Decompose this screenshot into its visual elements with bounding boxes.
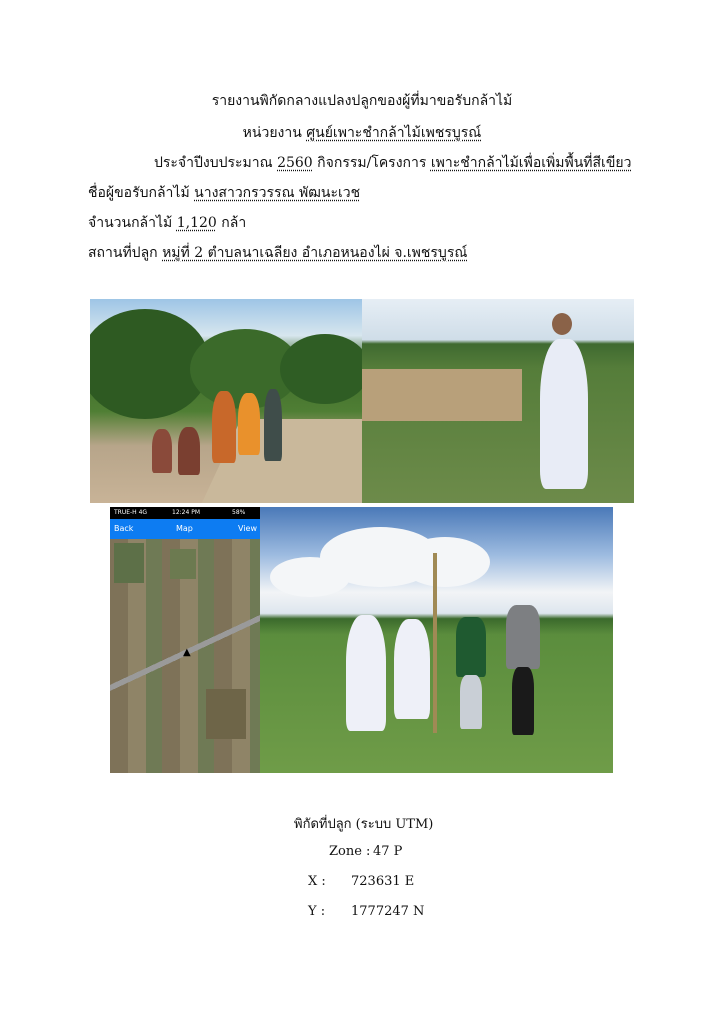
recipient-line xyxy=(88,184,360,202)
satellite-map xyxy=(110,539,260,773)
zone-label: Zone : xyxy=(329,844,371,859)
x-label: X : xyxy=(308,874,326,889)
count-line xyxy=(88,214,246,232)
count-value: 1,120 xyxy=(176,215,217,231)
battery-text: 58% xyxy=(232,509,246,516)
location-pin-icon: ▲ xyxy=(183,647,191,658)
zone-value: 47 P xyxy=(373,844,403,859)
budget-line xyxy=(154,154,631,172)
count-label: จำนวนกล้าไม้ xyxy=(88,215,173,231)
budget-year: 2560 xyxy=(277,155,313,171)
x-value: 723631 E xyxy=(351,874,415,889)
carrier-text: TRUE-H 4G xyxy=(114,509,148,516)
phone-map-screenshot xyxy=(110,507,260,773)
activity-label: กิจกรรม/โครงการ xyxy=(317,155,427,171)
count-unit: กล้า xyxy=(221,215,247,231)
coords-heading: พิกัดที่ปลูก (ระบบ UTM) xyxy=(294,817,434,832)
clock-text: 12:24 PM xyxy=(172,509,200,516)
photo-group-handover xyxy=(90,299,362,503)
view-button[interactable]: View xyxy=(238,524,257,533)
location-label: สถานที่ปลูก xyxy=(88,245,158,261)
budget-label: ประจำปีงบประมาณ xyxy=(154,155,273,171)
photo-planting-field xyxy=(260,507,613,773)
unit-line xyxy=(0,124,724,142)
unit-value: ศูนย์เพาะชำกล้าไม้เพชรบูรณ์ xyxy=(306,125,482,141)
unit-label: หน่วยงาน xyxy=(242,125,302,141)
y-value: 1777247 N xyxy=(351,904,425,919)
phone-nav-bar xyxy=(110,519,260,539)
recipient-value: นางสาวกรวรรณ พัฒนะเวช xyxy=(194,185,361,201)
report-title: รายงานพิกัดกลางแปลงปลูกของผู้ที่มาขอรับกล้าไม้ xyxy=(211,93,513,109)
back-button[interactable]: Back xyxy=(114,524,134,533)
recipient-label: ชื่อผู้ขอรับกล้าไม้ xyxy=(88,185,190,201)
photo-pond-monk xyxy=(362,299,634,503)
location-line xyxy=(88,244,467,262)
map-title: Map xyxy=(176,524,193,533)
location-value: หมู่ที่ 2 ตำบลนาเฉลียง อำเภอหนองไผ่ จ.เพชรบูรณ์ xyxy=(162,245,468,261)
y-label: Y : xyxy=(308,904,326,919)
phone-status-bar xyxy=(110,507,260,519)
activity-value: เพาะชำกล้าไม้เพื่อเพิ่มพื้นที่สีเขียว xyxy=(430,155,632,171)
